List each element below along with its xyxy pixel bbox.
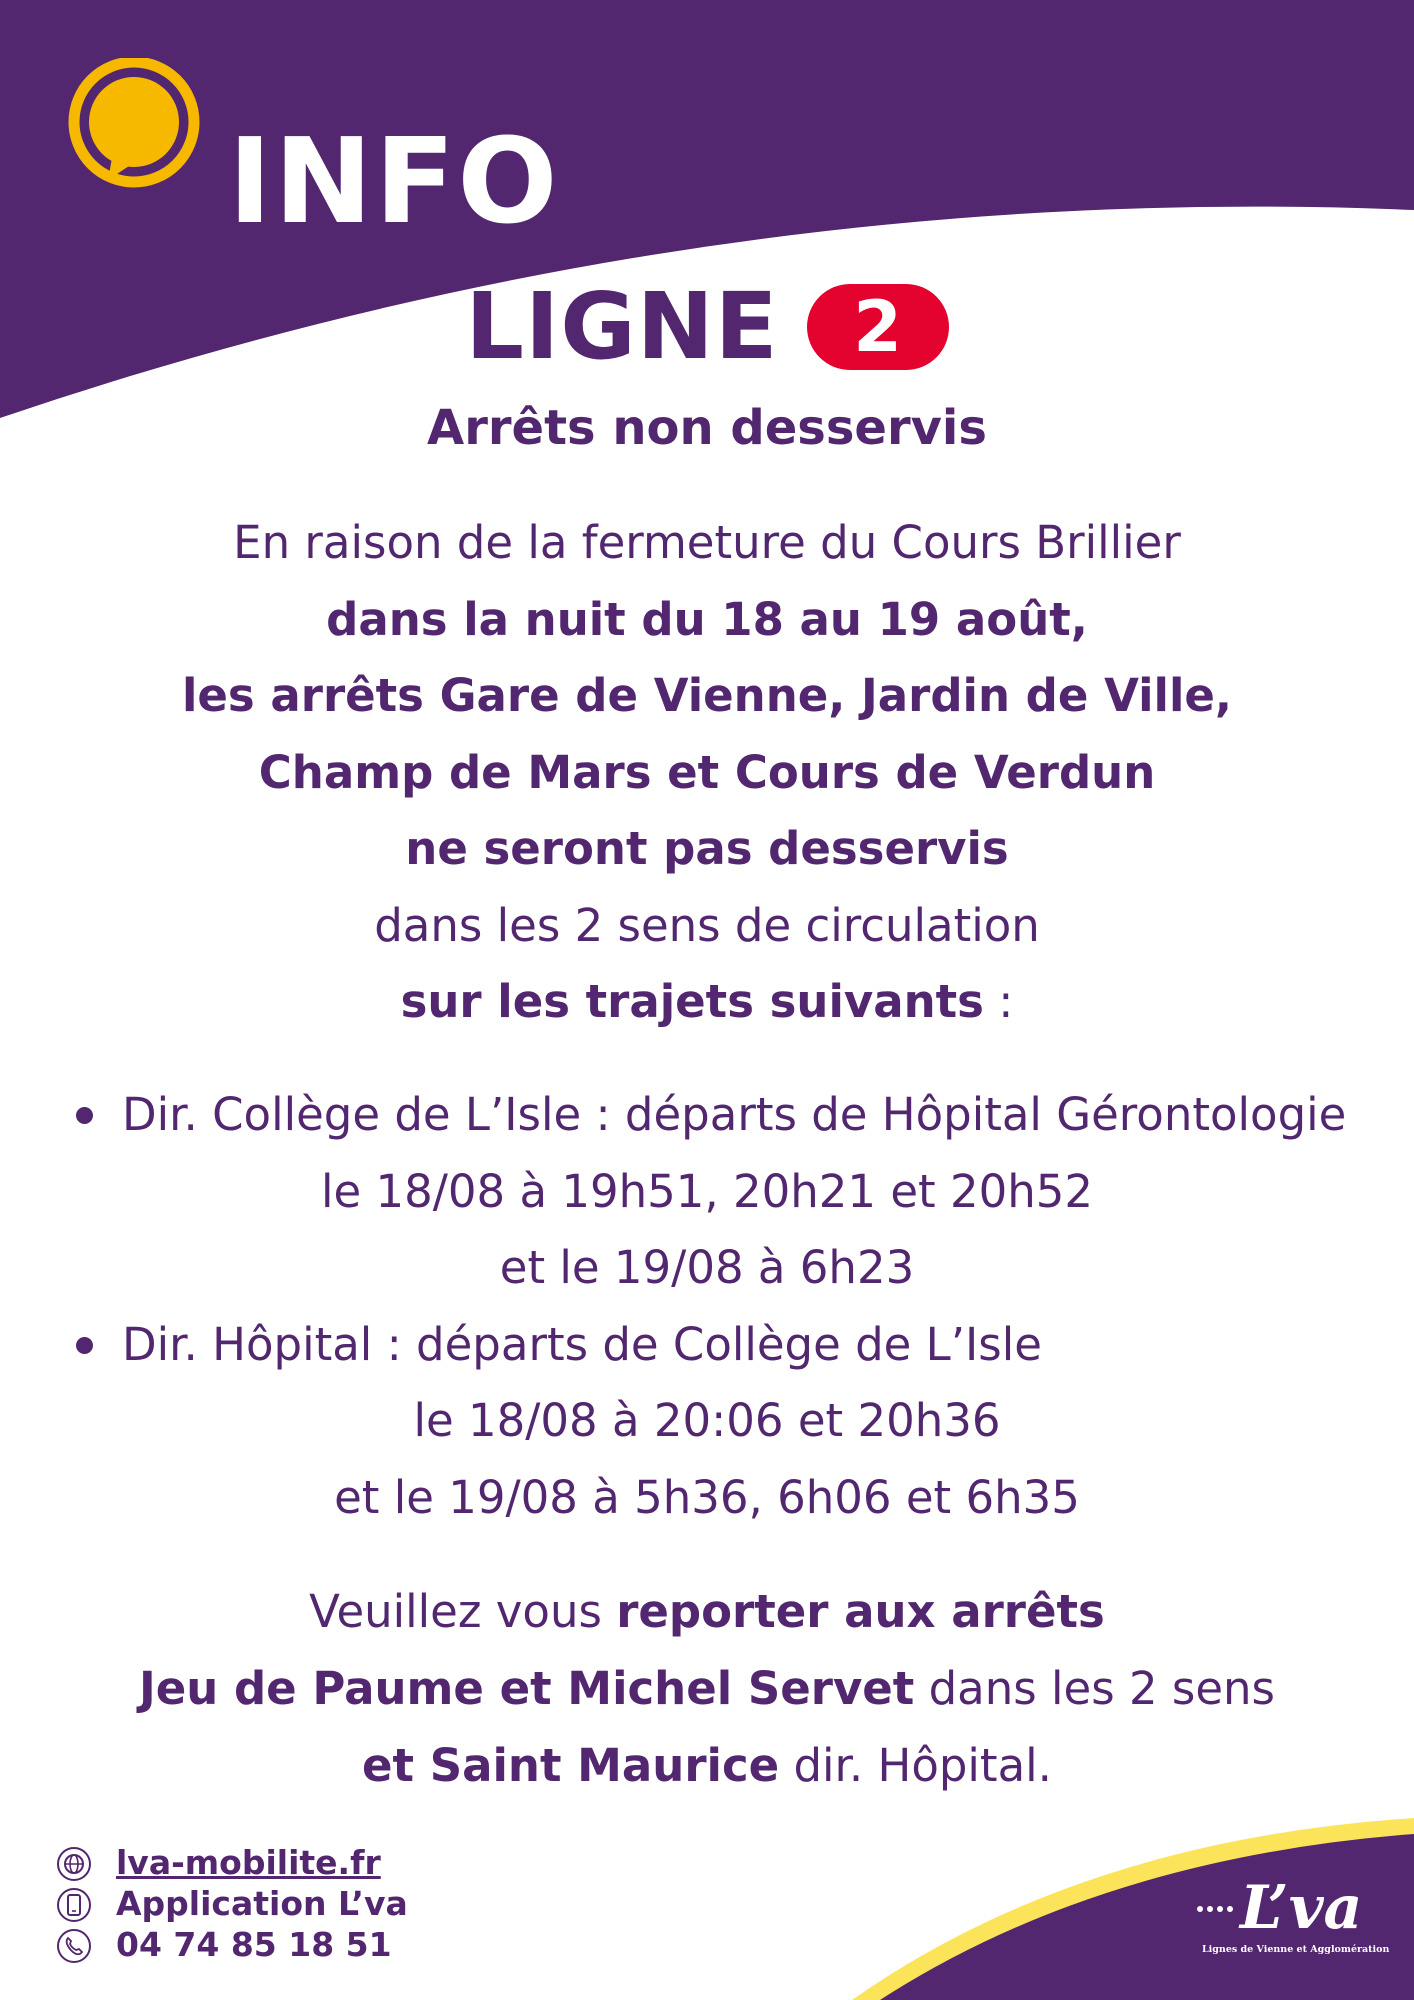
line-label: LIGNE: [465, 273, 779, 380]
notice-intro: En raison de la fermeture du Cours Brillier: [233, 516, 1181, 569]
trip-detail: et le 19/08 à 5h36, 6h06 et 6h35: [334, 1470, 1080, 1524]
trip-heading: Dir. Hôpital : départs de Collège de L’Isle: [122, 1317, 1042, 1371]
trip-heading: Dir. Collège de L’Isle : départs de Hôpital Gérontologie: [122, 1088, 1347, 1141]
bullet-icon: [76, 1337, 93, 1354]
alternative-line-1: [0, 1573, 1414, 1650]
brand-tagline: Lignes de Vienne et Agglomération: [1202, 1944, 1390, 1955]
route-dots-icon: [1196, 1902, 1244, 1916]
trips-list: [0, 1077, 1414, 1536]
page-subtitle: Arrêts non desservis: [427, 400, 987, 456]
trip-detail: le 18/08 à 20:06 et 20h36: [413, 1394, 1001, 1447]
alt-text: Veuillez vous: [309, 1585, 617, 1638]
alternative-line-3: [0, 1727, 1414, 1804]
notice-not-served: ne seront pas desservis: [405, 822, 1009, 875]
list-item: [0, 1077, 1414, 1154]
notice-trips-colon: :: [983, 975, 1014, 1028]
closure-notice: [0, 505, 1414, 1041]
notice-trips-label: sur les trajets suivants: [400, 975, 984, 1028]
alt-text-bold: reporter aux arrêts: [616, 1585, 1105, 1638]
notice-trips-line: [0, 964, 1414, 1041]
alt-text: dans les 2 sens: [914, 1662, 1275, 1715]
info-title: INFO: [228, 112, 560, 250]
lva-logo: [1196, 1873, 1390, 1964]
line-heading: [0, 272, 1414, 382]
alt-text-bold: et Saint Maurice: [362, 1739, 780, 1792]
alt-text-bold: Jeu de Paume et Michel Servet: [138, 1662, 915, 1715]
trip-detail: et le 19/08 à 6h23: [499, 1241, 915, 1294]
notice-directions: dans les 2 sens de circulation: [374, 898, 1040, 952]
trip-detail: le 18/08 à 19h51, 20h21 et 20h52: [320, 1164, 1094, 1218]
brand-name: L’va: [1240, 1873, 1363, 1943]
smartphone-icon: [56, 1887, 92, 1923]
speech-bubble-icon: [68, 58, 206, 196]
alternative-line-2: [0, 1650, 1414, 1727]
phone-icon: [56, 1928, 92, 1964]
notice-stops-2: Champ de Mars et Cours de Verdun: [258, 745, 1156, 799]
alt-text: dir. Hôpital.: [779, 1739, 1052, 1792]
list-item: [0, 1307, 1414, 1384]
alternative-stops-note: [0, 1573, 1414, 1804]
notice-date: dans la nuit du 18 au 19 août,: [326, 592, 1088, 646]
website-link[interactable]: lva-mobilite.fr: [116, 1843, 381, 1882]
phone-number[interactable]: 04 74 85 18 51: [116, 1925, 392, 1964]
bullet-icon: [76, 1107, 93, 1124]
globe-icon: [56, 1846, 92, 1882]
line-number-badge: 2: [807, 284, 949, 370]
notice-stops-1: les arrêts Gare de Vienne, Jardin de Ville,: [181, 669, 1232, 722]
app-name: Application L’va: [116, 1884, 408, 1923]
